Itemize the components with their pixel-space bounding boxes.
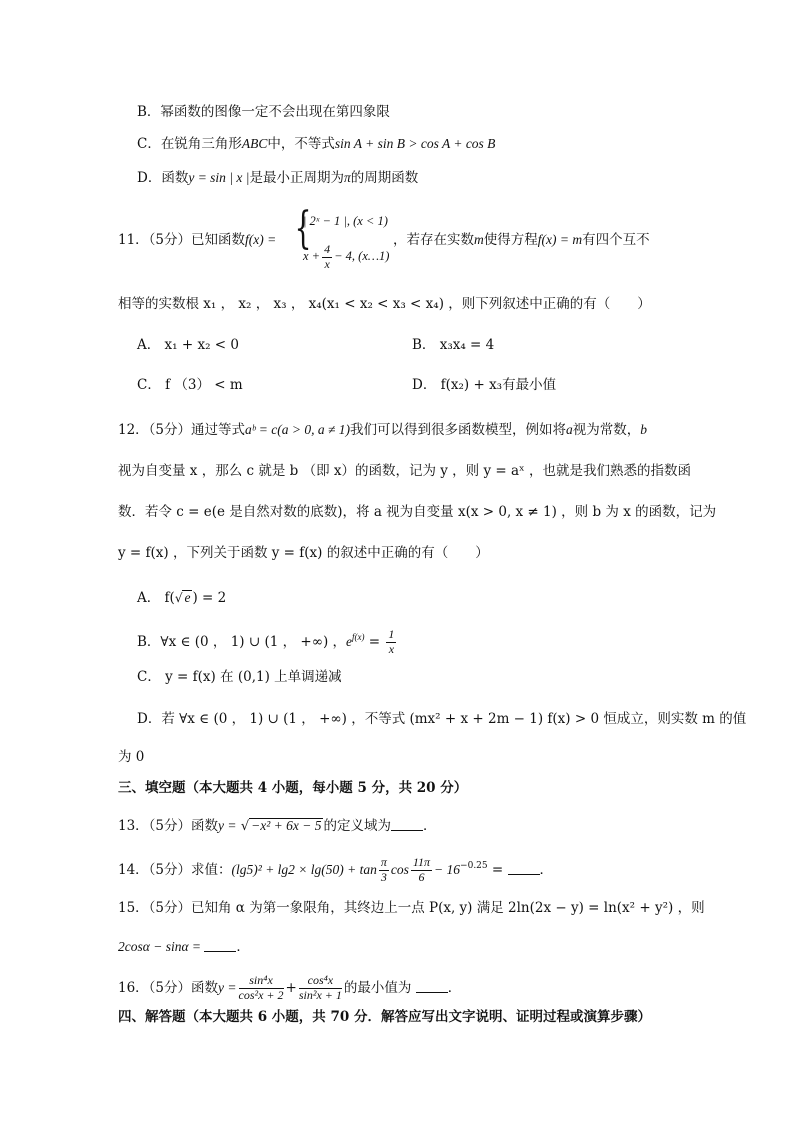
q12-b-pre: B．∀x ∈ (0 ， 1) ∪ (1 ， +∞) ， (137, 633, 346, 650)
q11-stem-line-2: 相等的实数根 x₁ ， x₂ ， x₃ ， x₄(x₁ < x₂ < x₃ < x₄) ，则下列叙述中正确的有（ ） (118, 296, 651, 312)
q11-option-c: C． f （3） < m (137, 377, 243, 393)
q11-stem-end (393, 233, 650, 248)
q16-end: ． (447, 979, 462, 996)
q11-option-a: A． x₁ + x₂ < 0 (137, 337, 239, 353)
q14-f1-den: 3 (380, 869, 387, 884)
q12-option-d-line-1: D．若 ∀x ∈ (0 ， 1) ∪ (1 ， +∞) ，不等式 (mx² + x + 2m − 1) f(x) > 0 恒成立，则实数 m 的值 (137, 711, 747, 727)
q10-d-pi: π (343, 170, 351, 185)
q12-b-fraction (386, 628, 396, 657)
q11-case-2-post: − 4, (x…1) (334, 249, 390, 264)
q12-line-2: 视为自变量 x ，那么 c 就是 b （即 x）的函数，记为 y ，则 y = aˣ ，也就是我们熟悉的指数函 (118, 463, 692, 479)
q11-option-d (412, 379, 556, 393)
q14-answer-blank[interactable] (508, 862, 540, 875)
q14-f1-num: π (380, 855, 387, 869)
q15-line-2 (118, 939, 250, 955)
q16-f1-den: cos²x + 2 (238, 987, 284, 1002)
q12-a-sqrt: e (184, 590, 191, 605)
q11-fx: f(x) = (245, 232, 277, 247)
q11-equation: f(x) = m (537, 232, 583, 247)
q12-option-b (137, 628, 398, 657)
q11-frac-den: x (324, 256, 330, 271)
q14-f2-num: 11π (412, 855, 431, 869)
q12-l1-end: 视为常数， (572, 422, 641, 438)
q12-line-3: 数．若令 c = e(e 是自然对数的底数)，将 a 视为自变量 x(x > 0, x ≠ 1) ，则 b 为 x 的函数，记为 (118, 504, 717, 520)
q13-end: ． (422, 818, 437, 834)
q16-post: 的最小值为 (343, 979, 416, 996)
q12-option-c: C． y = f(x) 在 (0,1) 上单调递减 (137, 669, 342, 685)
q12-a-pre: A． f( (137, 590, 175, 606)
q12-b-e: e (346, 633, 352, 649)
q11-option-b: B． x₃x₄ = 4 (412, 337, 495, 353)
q10-d-suffix: 的周期函数 (350, 170, 419, 186)
q15-answer-blank[interactable] (204, 939, 236, 952)
q13-radicand: −x² + 6x − 5 (251, 818, 322, 833)
q12-option-a: A． f(√ e ) = 2 (137, 590, 227, 606)
q14-expr-1: (lg5)² + lg2 × lg(50) + tan (231, 861, 377, 877)
q12-l1-pre: 12．（5分）通过等式 (118, 422, 246, 438)
q16-fraction-2 (299, 974, 342, 1003)
q12-line-4: y = f(x) ，下列关于函数 y = f(x) 的叙述中正确的有（ ） (118, 545, 489, 561)
q14-eq: = (487, 861, 508, 878)
q15-line-1: 15．（5分）已知角 α 为第一象限角，其终边上一点 P(x, y) 满足 2ln(2x − y) = ln(x² + y²) ，则 (118, 900, 705, 916)
q13-post: 的定义域为 (323, 818, 391, 834)
q11-d-pre: D． f(x₂) + x₃ (412, 377, 503, 393)
section-4-heading: 四、解答题（本大题共 6 小题，共 70 分．解答应写出文字说明、证明过程或演算步骤） (118, 1009, 651, 1025)
q15-end: ． (236, 939, 250, 955)
q16 (118, 974, 461, 1003)
q12-l1-equation: aᵇ = c(a > 0, a ≠ 1) (245, 422, 351, 437)
q16-pre: 16．（5分）函数 (118, 979, 219, 996)
q11-d-post: 有最小值 (502, 377, 557, 393)
q12-b-exponent: f(x) (352, 631, 365, 642)
q13-answer-blank[interactable] (391, 818, 423, 831)
q11-stem-start (118, 233, 276, 248)
q11-case-2-fraction (322, 243, 332, 272)
q14-cos: cos (390, 861, 409, 877)
q12-l1-a: a (566, 422, 573, 437)
q14-f2-den: 6 (418, 869, 425, 884)
q10-c-prefix: C．在锐角三角形 (137, 136, 242, 152)
q14-pre: 14．（5分）求值： (118, 861, 232, 878)
q16-answer-blank[interactable] (416, 980, 448, 993)
q11-piecewise-brace: { (294, 203, 312, 254)
q14 (118, 856, 553, 885)
q11-tail-2: 使得方程 (483, 232, 538, 248)
q10-d-prefix: D．函数 (137, 170, 189, 186)
q11-case-2 (303, 243, 389, 272)
q12-b-num: 1 (388, 627, 395, 641)
q13-pre: 13．（5分）函数 (118, 818, 219, 834)
q13: 13．（5分）函数y = √ −x² + 6x − 5 的定义域为 ． (118, 818, 437, 834)
q16-f1-num: sin⁴x (239, 974, 284, 989)
q10-d-function: y = sin | x | (188, 170, 250, 185)
q10-c-triangle: ABC (241, 136, 268, 151)
q14-exponent: −0.25 (460, 860, 488, 871)
q16-f2-den: sin²x + 1 (298, 987, 342, 1002)
q12-b-den: x (388, 641, 395, 656)
q11-frac-num: 4 (324, 242, 331, 256)
q11-case-2-pre: x + (303, 249, 321, 264)
q15-l2-pre: 2cosα − sinα = (118, 939, 205, 954)
q12-line-1 (118, 423, 647, 438)
q16-plus: + (285, 979, 297, 996)
q11-case-1: | 2ˣ − 1 |, (x < 1) (303, 214, 388, 228)
q11-tail-3: 有四个互不 (582, 232, 650, 248)
q10-c-inequality: sin A + sin B > cos A + cos B (334, 136, 496, 151)
q10-option-c (137, 137, 495, 152)
q14-end: ． (539, 861, 554, 878)
q14-expr-2: − 16 (434, 861, 461, 877)
q16-y: y = (218, 979, 237, 995)
q12-b-eq: = (364, 633, 385, 650)
q10-option-b: B．幂函数的图像一定不会出现在第四象限 (137, 104, 390, 120)
q14-fraction-2 (411, 856, 432, 885)
q12-l1-b: b (640, 422, 648, 437)
q16-f2-num: cos⁴x (299, 974, 342, 989)
section-3-heading: 三、填空题（本大题共 4 小题，每小题 5 分，共 20 分） (118, 780, 468, 796)
q11-number: 11．（5分）已知函数 (118, 232, 246, 248)
q12-a-post: ) = 2 (192, 590, 227, 606)
q11-m: m (474, 232, 484, 247)
q10-option-d (137, 171, 418, 186)
q12-l1-post: 我们可以得到很多函数模型，例如将 (350, 422, 567, 438)
q13-y: y = (218, 818, 237, 833)
q11-tail-1: ，若存在实数 (393, 232, 474, 248)
q10-d-mid: 是最小正周期为 (249, 170, 344, 186)
q10-c-mid: 中，不等式 (267, 136, 335, 152)
q16-fraction-1 (239, 974, 284, 1003)
q14-fraction-1 (379, 856, 389, 885)
q12-option-d-line-2: 为 0 (118, 749, 145, 765)
